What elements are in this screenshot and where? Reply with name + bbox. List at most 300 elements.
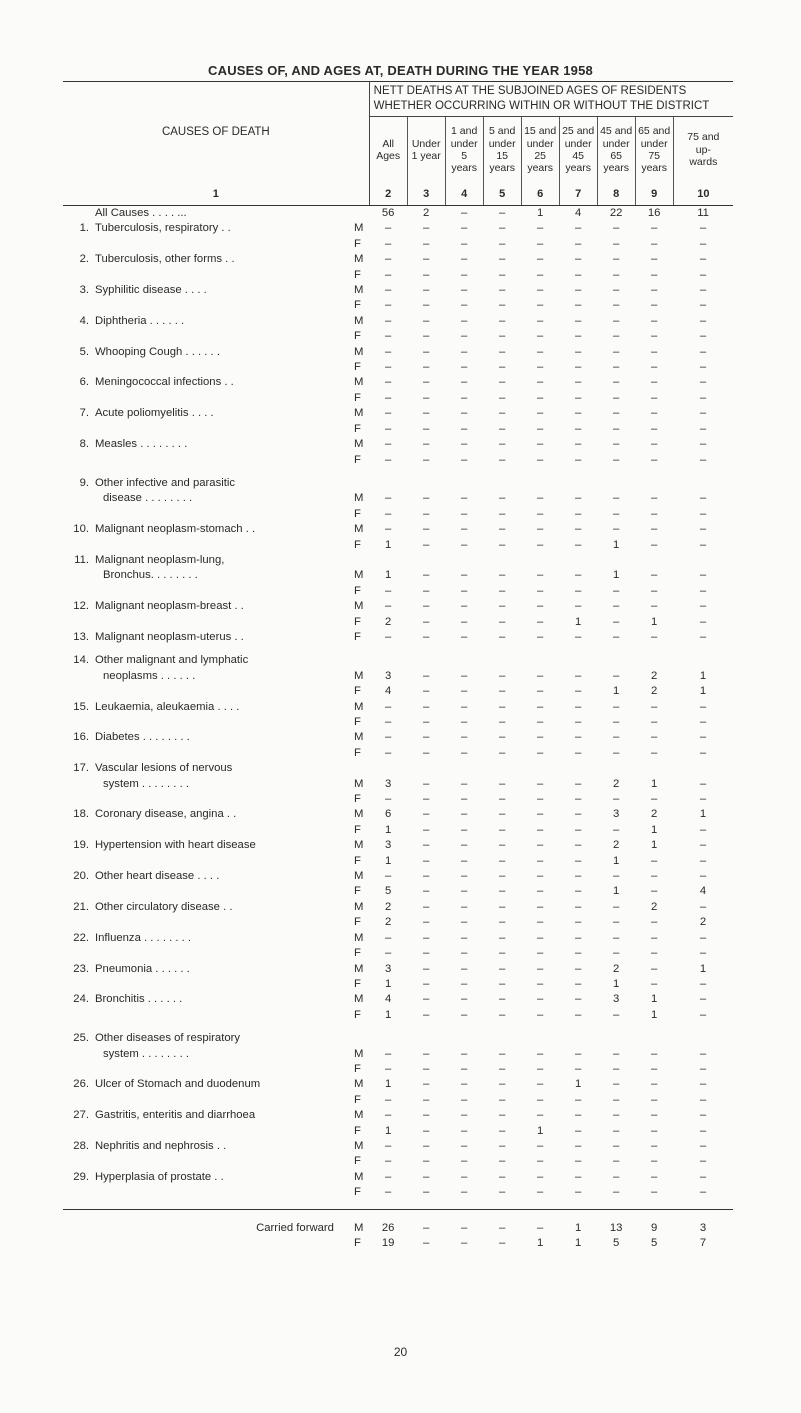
table-row [63,1031,733,1046]
value-cell: – [461,330,468,343]
table-row [63,599,733,614]
value-cell: – [699,1170,707,1183]
value-cell: – [537,314,544,327]
value-cell: – [699,615,707,628]
value-cell: – [699,600,707,613]
value-cell: – [537,1139,544,1152]
value-cell: 2 [385,615,392,628]
cause-cell [63,715,354,730]
value-cell: – [499,407,506,420]
value-cell: – [461,1093,468,1106]
value-cell: – [575,237,582,250]
table-row [63,992,733,1007]
value-cell: – [537,538,544,551]
value-cell: – [651,1139,658,1152]
age-column-header-line: under [488,137,516,150]
cause-cell [63,823,354,838]
value-cell: – [499,391,506,404]
value-cell: – [461,1078,468,1091]
value-cell [407,553,445,568]
value-cell: – [537,1186,544,1199]
value-cell: – [537,731,544,744]
value-cell: – [651,268,658,281]
value-cell: – [537,407,544,420]
age-column-header-line: 25 [534,150,546,162]
table-row [63,584,733,599]
cause-cell [63,915,354,930]
value-cell: – [423,977,430,990]
cause-label: Tuberculosis, respiratory . . [95,222,231,235]
value-cell: – [461,870,468,883]
cause-cell [63,237,354,252]
value-cell: – [613,422,620,435]
value-cell: – [613,700,620,713]
value-cell: – [613,1109,620,1122]
spacer-row [63,645,733,653]
value-cell: 2 [613,839,620,852]
value-cell: – [423,823,430,836]
value-cell: – [537,284,544,297]
value-cell: – [499,253,506,266]
table-row [63,538,733,553]
value-cell: – [461,977,468,990]
value-cell: – [385,746,392,759]
cause-number: 6. [79,376,89,389]
value-cell: – [613,222,620,235]
sex-cell: F [353,615,361,628]
age-column-header [559,117,597,184]
value-cell: – [461,1155,468,1168]
table-row [63,946,733,961]
value-cell: – [613,1062,620,1075]
value-cell [673,653,733,668]
value-cell [635,653,673,668]
value-cell: – [423,507,430,520]
value-cell: – [699,746,707,759]
value-cell: – [423,1124,430,1137]
cause-number: 16. [73,731,89,744]
table-row [63,406,733,421]
value-cell: – [385,1170,392,1183]
value-cell: – [699,584,707,597]
value-cell: – [423,361,430,374]
value-cell: – [613,615,620,628]
value-cell: – [613,1186,620,1199]
value-cell: 2 [385,900,392,913]
value-cell: – [537,1109,544,1122]
sex-cell: F [353,716,361,728]
value-cell: – [651,600,658,613]
value-cell: – [385,422,392,435]
table-row [63,437,733,452]
age-column-header-line: 15 and [524,125,557,138]
value-cell: 1 [559,1209,597,1236]
table-row [63,777,733,792]
value-cell: – [699,716,707,728]
value-cell: 1 [537,1237,544,1249]
value-cell: – [699,900,707,913]
value-cell: 1 [651,839,658,852]
value-cell [407,653,445,668]
value-cell: 13 [597,1209,635,1236]
cause-cell [63,700,354,715]
value-cell: – [499,207,506,219]
value-cell: – [699,947,707,960]
table-row [63,422,733,437]
value-cell [483,553,521,568]
value-cell: – [575,299,582,312]
value-cell: – [651,361,658,374]
value-cell [559,553,597,568]
spacer-cell [63,645,733,653]
value-cell: – [385,523,392,536]
value-cell: – [699,345,707,358]
sex-cell: F [353,237,361,250]
value-cell: – [423,1078,430,1091]
value-cell: 5 [613,1237,620,1249]
table-row [63,730,733,745]
age-column-header-line: All [382,137,394,150]
value-cell: 1 [537,207,544,219]
sex-cell: M [353,1109,364,1122]
value-cell: – [423,1186,430,1199]
value-cell [673,761,733,776]
sex-cell: F [353,1062,361,1075]
value-cell: – [537,330,544,343]
cause-number: 29. [73,1170,89,1183]
value-cell: – [699,777,707,790]
table-row [63,630,733,645]
cause-label: neoplasms . . . . . . [103,669,196,682]
age-column-header-line: 65 and [638,125,671,138]
cause-label: Vascular lesions of nervous [95,762,233,775]
value-cell: – [613,453,620,466]
value-cell: – [499,1170,506,1183]
spacer-row [63,1023,733,1031]
cause-label: system . . . . . . . . [103,1047,189,1060]
value-cell: 4 [385,993,392,1006]
age-column-header-line: years [641,162,667,175]
value-cell: – [575,1109,582,1122]
value-cell: – [461,314,468,327]
value-cell: – [461,962,468,975]
value-cell: – [423,538,430,551]
value-cell: – [575,569,582,582]
value-cell: – [537,808,544,821]
cause-number: 2. [79,253,89,266]
value-cell: – [537,1170,544,1183]
value-cell: – [699,1109,707,1122]
value-cell: – [423,716,430,728]
value-cell: – [699,1124,707,1137]
value-cell: – [613,870,620,883]
value-cell: – [699,538,707,551]
value-cell: – [575,823,582,836]
cause-cell [63,599,354,614]
value-cell: – [461,931,468,944]
cause-label: Coronary disease, angina . . [95,808,237,821]
value-cell: – [423,237,430,250]
value-cell: – [613,361,620,374]
sex-cell [354,653,369,668]
cause-label: Bronchus. . . . . . . . [103,569,198,582]
spacer-row [63,468,733,476]
table-row [63,792,733,807]
sex-cell: F [353,361,361,374]
value-cell: – [613,284,620,297]
value-cell: – [613,299,620,312]
cause-label: Gastritis, enteritis and diarrhoea [95,1109,256,1122]
value-cell: – [537,1093,544,1106]
value-cell: – [499,669,506,682]
value-cell: – [423,376,430,389]
value-cell: – [575,746,582,759]
value-cell: – [499,854,506,867]
value-cell: – [537,839,544,852]
cause-cell [63,792,354,807]
value-cell: – [613,823,620,836]
table-row [63,1093,733,1108]
value-cell: – [613,716,620,728]
cause-number: 5. [79,345,89,358]
value-cell: – [537,746,544,759]
value-cell: – [499,630,506,643]
value-cell: 5 [651,1237,658,1249]
cause-label: Other malignant and lymphatic [95,654,249,667]
value-cell: – [385,630,392,643]
value-cell: 1 [699,962,707,975]
value-cell: – [651,931,658,944]
table-row [63,1008,733,1023]
value-cell: – [385,299,392,312]
value-cell: – [461,731,468,744]
table-row [63,522,733,537]
value-cell: – [461,492,468,505]
value-cell: – [575,538,582,551]
value-cell: – [613,391,620,404]
age-column-header [483,117,521,184]
value-cell: – [651,700,658,713]
sex-cell [354,206,369,222]
cause-cell [63,206,354,222]
column-number: 8 [597,183,635,206]
value-cell: – [499,1093,506,1106]
cause-label: system . . . . . . . . [103,777,189,790]
table-row [63,1047,733,1062]
value-cell: – [423,1139,430,1152]
age-column-header-line: under [450,137,478,150]
value-cell: – [537,630,544,643]
value-cell: – [537,299,544,312]
value-cell: 1 [385,1124,392,1137]
cause-cell [63,854,354,869]
cause-cell [63,962,354,977]
value-cell: – [423,492,430,505]
value-cell: – [613,1008,620,1021]
spacer-cell [63,1023,733,1031]
value-cell: – [537,523,544,536]
value-cell: – [423,600,430,613]
cause-column-header: CAUSES OF DEATH [63,82,369,184]
value-cell: – [651,538,658,551]
cause-cell [63,1093,354,1108]
value-cell: – [699,993,707,1006]
value-cell [673,476,733,491]
value-cell: 16 [647,207,661,219]
value-cell: – [423,777,430,790]
value-cell: – [651,345,658,358]
cause-number: 13. [73,630,89,643]
value-cell: – [499,361,506,374]
value-cell: – [499,1237,506,1249]
value-cell: – [699,1047,707,1060]
value-cell: – [613,376,620,389]
value-cell: – [613,1155,620,1168]
cause-cell [63,884,354,899]
value-cell: – [499,492,506,505]
value-cell [597,1031,635,1046]
value-cell: – [651,507,658,520]
sex-cell: F [353,1093,361,1106]
value-cell: – [613,1047,620,1060]
age-column-header-line: 1 and [451,125,478,138]
cause-label: Hyperplasia of prostate . . [95,1170,224,1183]
value-cell: – [461,538,468,551]
value-cell: – [423,870,430,883]
value-cell: – [651,222,658,235]
cause-number: 3. [79,284,89,297]
value-cell: – [461,237,468,250]
value-cell: – [575,584,582,597]
cause-number: 25. [73,1032,89,1045]
sex-cell: F [353,885,361,898]
value-cell: – [651,492,658,505]
sex-cell: M [353,222,364,235]
cause-cell [63,1185,354,1200]
value-cell: – [461,947,468,960]
value-cell: – [423,630,430,643]
cause-cell [63,584,354,599]
value-cell: – [385,438,392,451]
value-cell: 1 [651,615,658,628]
value-cell: – [575,253,582,266]
value-cell: – [499,615,506,628]
value-cell: – [699,253,707,266]
cause-number: 22. [73,931,89,944]
value-cell: – [613,1124,620,1137]
value-cell: – [699,376,707,389]
value-cell: 3 [613,808,620,821]
cause-cell [63,538,354,553]
sex-cell: M [353,523,364,536]
cause-label: Other heart disease . . . . [95,870,220,883]
value-cell: – [461,584,468,597]
value-cell: – [613,916,620,929]
cause-cell [63,1108,354,1123]
sex-cell: F [353,793,361,806]
value-cell: – [537,391,544,404]
age-column-header-line: 75 and [687,131,720,144]
value-cell: – [385,222,392,235]
value-cell [673,553,733,568]
value-cell: – [499,584,506,597]
value-cell: – [499,1062,506,1075]
value-cell: – [537,1008,544,1021]
table-row [63,1108,733,1123]
value-cell: – [575,345,582,358]
sex-cell: M [353,253,364,266]
value-cell: – [575,962,582,975]
carried-forward-label: Carried forward [63,1209,354,1236]
table-row [63,823,733,838]
value-cell: – [651,916,658,929]
table-row [63,1139,733,1154]
value-cell: 2 [613,777,620,790]
value-cell: – [461,222,468,235]
cause-cell [63,1139,354,1154]
cause-label: Diabetes . . . . . . . . [95,731,190,744]
value-cell: – [699,700,707,713]
table-row [63,298,733,313]
value-cell: 1 [537,1124,544,1137]
value-cell: 1 [575,1078,582,1091]
value-cell: 56 [381,207,395,219]
value-cell: – [499,1186,506,1199]
value-cell: – [651,793,658,806]
value-cell: – [537,685,544,698]
value-cell: – [385,507,392,520]
value-cell: – [499,993,506,1006]
sex-cell: F [353,538,361,551]
value-cell: – [699,314,707,327]
value-cell: 1 [613,885,620,898]
value-cell: – [575,870,582,883]
value-cell: – [385,793,392,806]
value-cell: – [699,268,707,281]
cause-cell [63,476,354,491]
cause-label: Other infective and parasitic [95,476,236,489]
value-cell [635,553,673,568]
value-cell [407,761,445,776]
table-row [63,761,733,776]
cause-cell [63,869,354,884]
value-cell [407,1031,445,1046]
value-cell: – [651,284,658,297]
value-cell: – [651,1170,658,1183]
value-cell: – [461,1139,468,1152]
value-cell: 3 [385,962,392,975]
sex-cell: M [353,569,364,582]
value-cell: – [385,268,392,281]
value-cell: – [423,931,430,944]
value-cell: 1 [651,823,658,836]
value-cell: 1 [699,685,707,698]
value-cell: – [461,685,468,698]
value-cell: – [575,1062,582,1075]
value-cell: – [499,962,506,975]
table-row [63,653,733,668]
value-cell [597,653,635,668]
value-cell: 1 [613,538,620,551]
sex-cell: M [353,438,364,451]
value-cell: – [613,1170,620,1183]
value-cell: – [499,746,506,759]
cause-cell [63,329,354,344]
value-cell: – [575,361,582,374]
sex-cell: M [353,284,364,297]
value-cell: 2 [613,962,620,975]
table-row [63,360,733,375]
